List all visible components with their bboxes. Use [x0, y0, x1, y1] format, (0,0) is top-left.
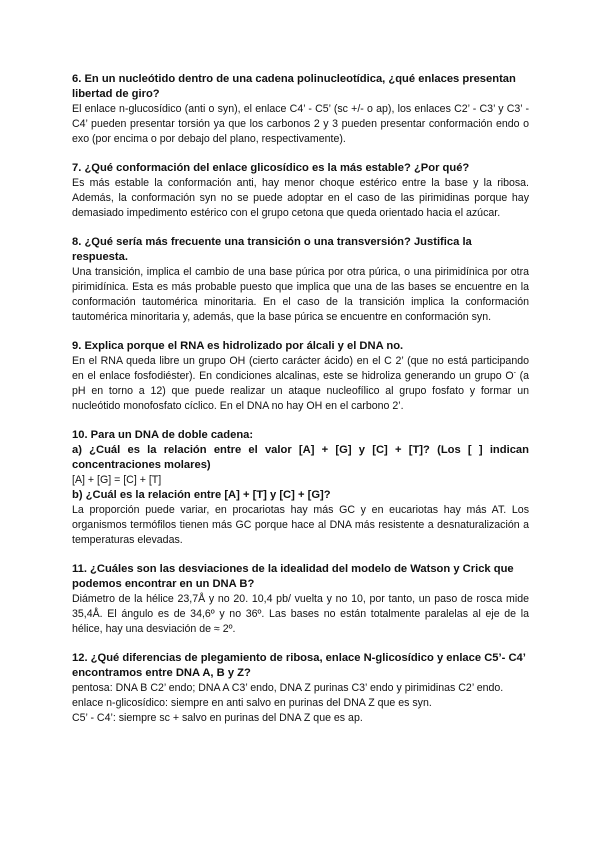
question-title: 11. ¿Cuáles son las desviaciones de la idealidad del modelo de Watson y Crick que podemos encontrar en un DNA B?	[72, 563, 514, 590]
question-8	[72, 235, 529, 325]
answer-line-pentosa: pentosa: DNA B C2’ endo; DNA A C3’ endo, DNA Z purinas C3’ endo y pirimidinas C2’ endo.	[72, 682, 504, 694]
charge-superscript: -	[513, 369, 516, 377]
question-12	[72, 651, 529, 726]
answer-text-start: En el RNA queda libre un grupo OH (cierto carácter ácido) en el C 2’ (que no está participando en el enlace fosfodiéster). En condiciones alcalinas, este se hidroliza generando un grupo O	[72, 355, 529, 382]
answer-line-c5-c4: C5’ - C4’: siempre sc + salvo en purinas del DNA Z que es ap.	[72, 712, 363, 724]
subquestion-a-answer: [A] + [G] = [C] + [T]	[72, 474, 162, 486]
question-answer: Una transición, implica el cambio de una base púrica por otra púrica, o una pirimidínica por otra pirimidínica. Esta es más probable puesto que implica que una de las bases se encuentre en la conformación tautomérica minoritaria. En el caso de la transición implica la conformación tautomérica minoritaria y, además, que la base púrica se encuentre en conformación syn.	[72, 266, 529, 323]
question-answer	[72, 354, 529, 414]
question-answer: El enlace n-glucosídico (anti o syn), el enlace C4’ - C5’ (sc +/- o ap), los enlaces C2’ - C3’ y C3’ - C4’ pueden presentar torsión ya que los carbonos 2 y 3 pueden presentar conformación endo o exo (por encima o por debajo del plano, respectivamente).	[72, 103, 529, 145]
question-6	[72, 72, 529, 147]
answer-text-end: (a pH en torno a 12) que puede realizar un ataque nucleofílico al grupo fosfato y formar un nucleótido monofosfato cíclico. En el DNA no hay OH en el carbono 2’.	[72, 370, 529, 412]
question-9	[72, 339, 529, 414]
question-11	[72, 562, 529, 637]
question-title: 7. ¿Qué conformación del enlace glicosídico es la más estable? ¿Por qué?	[72, 162, 470, 174]
question-title: 9. Explica porque el RNA es hidrolizado por álcali y el DNA no.	[72, 340, 404, 352]
subquestion-b: b) ¿Cuál es la relación entre [A] + [T] y [C] + [G]?	[72, 489, 331, 501]
answer-line-glicosidico: enlace n-glicosídico: siempre en anti salvo en purinas del DNA Z que es syn.	[72, 697, 432, 709]
question-title: 10. Para un DNA de doble cadena:	[72, 429, 254, 441]
question-title: 6. En un nucleótido dentro de una cadena polinucleotídica, ¿qué enlaces presentan libertad de giro?	[72, 73, 516, 100]
question-title: 12. ¿Qué diferencias de plegamiento de ribosa, enlace N-glicosídico y enlace C5’- C4’ encontramos entre DNA A, B y Z?	[72, 652, 526, 679]
subquestion-b-answer: La proporción puede variar, en procariotas hay más GC y en eucariotas hay más AT. Los organismos termófilos tienen más GC porque hace al DNA más resistente a desnaturalización a temperaturas elevadas.	[72, 504, 529, 546]
subquestion-a: a) ¿Cuál es la relación entre el valor [A] + [G] y [C] + [T]? (Los [ ] indican concentraciones molares)	[72, 444, 529, 471]
question-title: 8. ¿Qué sería más frecuente una transición o una transversión? Justifica la respuesta.	[72, 236, 472, 263]
question-answer: Es más estable la conformación anti, hay menor choque estérico entre la base y la ribosa. Además, la conformación syn no se puede adoptar en el caso de las pirimidinas porque hay demasiado impedimento estérico con el grupo cetona que queda orientado hacia el azúcar.	[72, 177, 529, 219]
question-7	[72, 161, 529, 221]
question-10	[72, 428, 529, 548]
question-answer: Diámetro de la hélice 23,7Å y no 20. 10,4 pb/ vuelta y no 10, por tanto, un paso de rosca mide 35,4Å. El ángulo es de 34,6º y no 36º. Las bases no están totalmente paralelas al eje de la hélice, hay una desviación de ≈ 2º.	[72, 593, 529, 635]
